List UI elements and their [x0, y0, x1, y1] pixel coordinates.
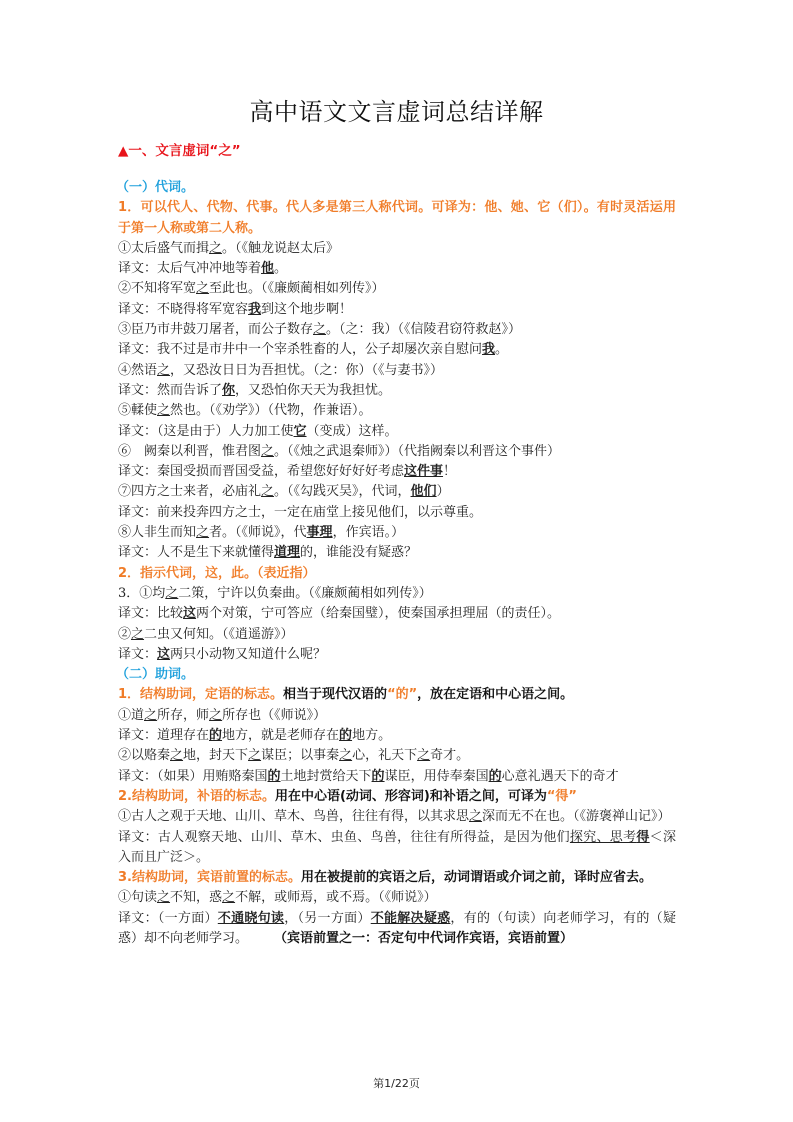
text-run: ⑦四方之士来者，必庙礼 — [118, 484, 262, 500]
text-run: 。 — [495, 342, 509, 358]
emphasized-text: 的 — [339, 728, 353, 744]
text-run: 两只小动物又知道什么呢？ — [170, 646, 327, 662]
paragraph — [118, 767, 676, 787]
paragraph — [118, 543, 676, 563]
text-run: 不解，或师焉，或不焉。（《师说》） — [235, 890, 437, 906]
emphasized-text: 之 — [261, 484, 275, 500]
text-run: 译文：人不是生下来就懂得 — [118, 545, 275, 561]
emphasized-text: 的 — [488, 768, 502, 784]
text-run: 译文：太后气冲冲地等着 — [118, 261, 262, 277]
text-run: 用在中心语(动词、形容词)和补语之间，可译为 — [274, 788, 547, 804]
emphasized-text: 之 — [469, 809, 483, 825]
paragraph — [118, 625, 676, 645]
text-run: 所存，师 — [157, 707, 210, 723]
text-run: 心意礼遇天下的奇才 — [501, 768, 619, 784]
paragraph — [118, 259, 676, 279]
text-run: 二策，宁许以负秦曲。（《廉颇蔺相如列传》） — [178, 585, 432, 601]
text-run: 。（《勾践灭吴》，代词， — [274, 484, 411, 500]
text-run: ④然语 — [118, 362, 158, 378]
emphasized-text: 之 — [157, 890, 171, 906]
text-run: 。（《触龙说赵太后》 — [222, 240, 340, 256]
text-run: ，又恐怕你天天为我担忧。 — [235, 382, 392, 398]
paragraph — [118, 706, 676, 726]
paragraph — [118, 198, 676, 239]
text-run: 。（之：我）（《信陵君窃符救赵》） — [326, 322, 522, 338]
text-run: 所存也（《师说》） — [222, 707, 327, 723]
text-run: ①道 — [118, 707, 145, 723]
text-run: 译文：古人观察天地、山川、草木、虫鱼、鸟兽，往往有所得益，是因为他们 — [118, 829, 570, 845]
paragraph — [118, 564, 676, 584]
paragraph — [118, 746, 676, 766]
paragraph — [118, 422, 676, 442]
text-run: 地，封天下 — [183, 748, 249, 764]
paragraph — [118, 828, 676, 869]
text-run: ，又恐汝日日为吾担忧。（之：你）（《与妻书》） — [170, 362, 444, 378]
emphasized-text: 不能解决疑惑 — [370, 910, 451, 926]
text-run: 然也。（《劝学》）（代物，作兼语）。 — [170, 403, 372, 419]
paragraph — [118, 909, 676, 950]
paragraph — [118, 381, 676, 401]
emphasized-text: 之 — [157, 362, 171, 378]
paragraph — [118, 868, 676, 888]
emphasized-text: 得 — [636, 829, 650, 845]
text-run: 译文：秦国受损而晋国受益，希望您好好好好考虑 — [118, 464, 405, 480]
emphasized-text: 道理 — [274, 545, 301, 561]
paragraph — [118, 787, 676, 807]
text-run: 谋臣；以事秦 — [261, 748, 340, 764]
section-heading: ▲一、文言虚词“之” — [118, 143, 241, 159]
text-run: （宾语前置之一：否定句中代词作宾语，宾语前置） — [280, 930, 574, 946]
paragraph — [118, 300, 676, 320]
emphasized-text: 之 — [196, 281, 210, 297]
emphasized-text: 他 — [261, 261, 275, 277]
emphasized-text: 的 — [267, 768, 281, 784]
paragraph — [118, 401, 676, 421]
text-run: 3.结构助词，宾语前置的标志。 — [118, 870, 301, 886]
text-run: ⑥ 阙秦以利晋，惟君图 — [118, 443, 262, 459]
text-run: 译文：比较 — [118, 606, 184, 622]
text-run: 不知，惑 — [170, 890, 223, 906]
text-run: ①古人之观于天地、山川、草木、鸟兽，往往有得，以其求思 — [118, 809, 470, 825]
text-run: 到这个地步啊！ — [261, 301, 353, 317]
text-run: 译文：道理存在 — [118, 728, 210, 744]
emphasized-text: 他们 — [410, 484, 437, 500]
emphasized-text: 之 — [248, 748, 262, 764]
text-run: 土地封赏给天下 — [280, 768, 372, 784]
text-run: 者。（《师说》，代 — [209, 525, 307, 541]
text-run: （二）助词。 — [116, 667, 195, 683]
text-run: 用在被提前的宾语之后，动词谓语或介词之前，译时应省去。 — [300, 870, 652, 886]
paragraph — [118, 604, 676, 624]
paragraph — [118, 503, 676, 523]
paragraph — [118, 482, 676, 502]
emphasized-text: 不通晓句读 — [217, 910, 285, 926]
text-run: ） — [436, 484, 450, 500]
text-run: ①太后盛气而揖 — [118, 240, 210, 256]
text-run: ，作宾语。） — [332, 525, 405, 541]
emphasized-text: 它 — [293, 423, 307, 439]
text-run: ②以赂秦 — [118, 748, 171, 764]
text-run: 两个对策，宁可答应（给秦国璧），使秦国承担理屈（的责任）。 — [196, 606, 561, 622]
page-number: 第1/22页 — [373, 1077, 420, 1090]
emphasized-text: 之 — [196, 525, 210, 541]
text-run: 译文：不晓得将军宽容 — [118, 301, 249, 317]
emphasized-text: 你 — [222, 382, 236, 398]
paragraph — [118, 726, 676, 746]
document-body — [118, 178, 676, 949]
emphasized-text: 探究、思考 — [569, 829, 637, 845]
paragraph — [118, 320, 676, 340]
text-run: 奇才。 — [430, 748, 470, 764]
text-run: ①句读 — [118, 890, 158, 906]
text-run: 译文：然而告诉了 — [118, 382, 223, 398]
emphasized-text: 之 — [144, 707, 158, 723]
text-run: 的，谁能没有疑惑？ — [300, 545, 418, 561]
text-run: 深而无不在也。（《游褒禅山记》） — [482, 809, 671, 825]
paragraph — [118, 807, 676, 827]
paragraph — [118, 442, 676, 462]
emphasized-text: 的 — [209, 728, 223, 744]
emphasized-text: 我 — [248, 301, 262, 317]
emphasized-text: 之 — [261, 443, 275, 459]
paragraph — [118, 279, 676, 299]
text-run: 心，礼天下 — [352, 748, 418, 764]
text-run: 二虫又何知。（《逍遥游》） — [144, 626, 294, 642]
text-run: ② — [118, 626, 132, 642]
emphasized-text: 之 — [339, 748, 353, 764]
text-run: 地方，就是老师存在 — [222, 728, 340, 744]
emphasized-text: 之 — [222, 890, 236, 906]
emphasized-text: 我 — [482, 342, 496, 358]
emphasized-text: 之 — [165, 585, 179, 601]
emphasized-text: 这 — [157, 646, 171, 662]
text-run: ＜深入而且广泛＞。 — [118, 829, 676, 865]
text-run: 译文：我不过是市井中一个宰杀牲畜的人，公子却屡次亲自慰问 — [118, 342, 483, 358]
emphasized-text: 之 — [313, 322, 327, 338]
text-run: ②不知将军宽 — [118, 281, 197, 297]
paragraph — [116, 178, 676, 198]
emphasized-text: 这 — [183, 606, 197, 622]
emphasized-text: 之 — [209, 707, 223, 723]
text-run: ③臣乃市井鼓刀屠者，而公子数存 — [118, 322, 314, 338]
emphasized-text: 之 — [170, 748, 184, 764]
text-run: （变成）这样。 — [306, 423, 398, 439]
text-run: 译文：（一方面） — [118, 910, 218, 926]
emphasized-text: 的 — [371, 768, 385, 784]
emphasized-text: 事理 — [306, 525, 333, 541]
text-run: 2.结构助词，补语的标志。 — [118, 788, 275, 804]
text-run: 至此也。（《廉颇蔺相如列传》） — [209, 281, 385, 297]
document-title: 高中语文文言虚词总结详解 — [249, 98, 544, 126]
text-run: （一）代词。 — [116, 180, 195, 195]
paragraph — [118, 685, 676, 705]
text-run: 相当于现代汉语的 — [283, 687, 388, 703]
text-run: ，（另一方面） — [284, 910, 371, 926]
text-run: ，有的（句读）向老师学习，有的（疑惑）却不向老师学习。 — [118, 910, 676, 946]
text-run: 地方。 — [352, 728, 392, 744]
paragraph — [118, 523, 676, 543]
text-run: ⑧人非生而知 — [118, 525, 197, 541]
text-run: 1．结构助词，定语的标志。 — [118, 687, 284, 703]
text-run: 译文：前来投奔四方之士，一定在庙堂上接见他们，以示尊重。 — [118, 504, 483, 520]
emphasized-text: 之 — [131, 626, 145, 642]
paragraph — [118, 584, 676, 604]
text-run: 。 — [274, 261, 288, 277]
paragraph — [118, 361, 676, 381]
paragraph — [118, 645, 676, 665]
paragraph — [118, 340, 676, 360]
text-run: 2．指示代词，这，此。（表近指） — [118, 565, 316, 581]
emphasized-text: 这件事 — [404, 464, 444, 480]
paragraph — [118, 888, 676, 908]
text-run: 译文：（这是由于）人力加工使 — [118, 423, 294, 439]
text-run: 1．可以代人、代物、代事。代人多是第三人称代词。可译为：他、她、它（们）。有时灵活运用于第一人称或第二人称。 — [118, 200, 676, 236]
paragraph — [118, 239, 676, 259]
emphasized-text: 之 — [417, 748, 431, 764]
text-run: 谋臣，用侍奉秦国 — [384, 768, 489, 784]
text-run: 译文： — [118, 646, 158, 662]
text-run: 译文：（如果）用贿赂秦国 — [118, 768, 268, 784]
text-run: 。（《烛之武退秦师》）（代指阙秦以利晋这个事件） — [274, 443, 561, 459]
text-run: “得” — [546, 788, 577, 804]
emphasized-text: 之 — [209, 240, 223, 256]
paragraph — [116, 665, 676, 685]
text-run: “的” — [387, 687, 418, 703]
text-run: ⑤輮使 — [118, 403, 158, 419]
text-run: ，放在定语和中心语之间。 — [417, 687, 574, 703]
text-run: 3．①均 — [118, 585, 166, 601]
paragraph — [118, 462, 676, 482]
text-run: ！ — [443, 464, 457, 480]
emphasized-text: 之 — [157, 403, 171, 419]
